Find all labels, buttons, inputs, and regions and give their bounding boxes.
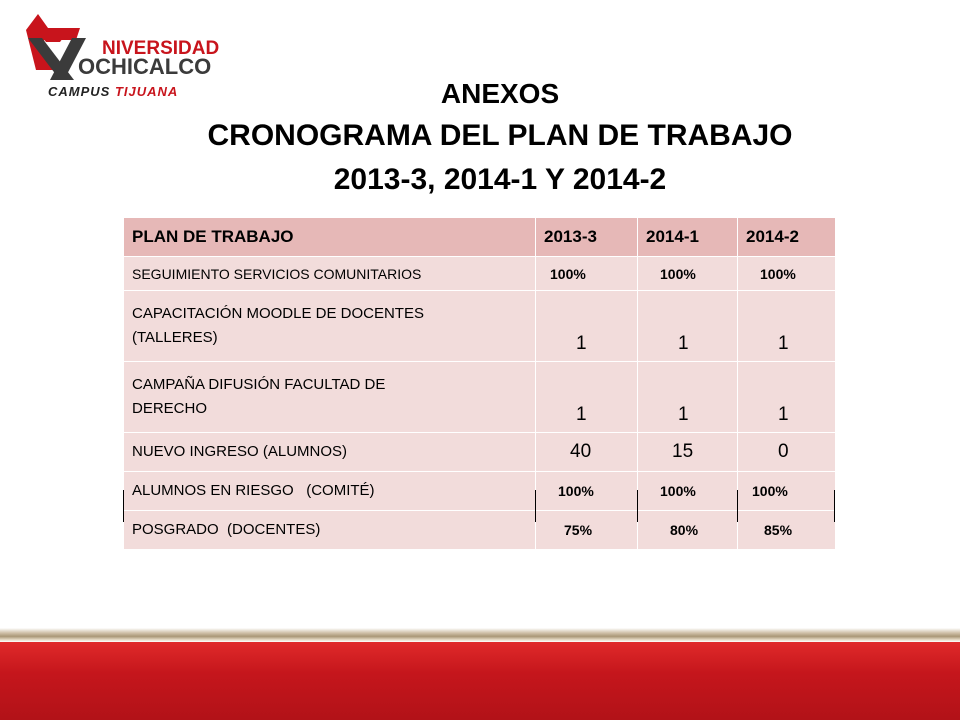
row-label: ALUMNOS EN RIESGO (COMITÉ) <box>124 472 536 511</box>
table-column-rule <box>535 490 536 522</box>
cell-value: 85% <box>738 511 836 550</box>
table-left-rule <box>123 490 124 522</box>
table-column-rule <box>637 490 638 522</box>
table-column-rule <box>737 490 738 522</box>
logo-text-universidad: NIVERSIDAD <box>102 38 220 59</box>
cell-value: 1 <box>536 291 638 362</box>
table-row <box>124 433 836 472</box>
logo-text-xochicalco: OCHICALCO <box>78 54 212 79</box>
slide-title-schedule: CRONOGRAMA DEL PLAN DE TRABAJO <box>207 119 793 152</box>
cell-value: 40 <box>536 433 638 472</box>
cell-value: 1 <box>738 362 836 433</box>
footer-gold-stripe <box>0 628 960 642</box>
cell-value: 1 <box>638 291 738 362</box>
table-row <box>124 257 836 291</box>
row-label: CAMPAÑA DIFUSIÓN FACULTAD DE DERECHO <box>124 362 536 433</box>
table-row <box>124 511 836 550</box>
cell-value: 100% <box>638 257 738 291</box>
cell-value: 1 <box>738 291 836 362</box>
cell-value: 1 <box>536 362 638 433</box>
row-label: SEGUIMIENTO SERVICIOS COMUNITARIOS <box>124 257 536 291</box>
logo-campus-word: CAMPUS <box>48 84 111 99</box>
row-label: POSGRADO (DOCENTES) <box>124 511 536 550</box>
cell-value: 0 <box>738 433 836 472</box>
cell-value: 1 <box>638 362 738 433</box>
header-2013-3: 2013-3 <box>536 218 638 257</box>
cell-value: 75% <box>536 511 638 550</box>
row-label: NUEVO INGRESO (ALUMNOS) <box>124 433 536 472</box>
row-label: CAPACITACIÓN MOODLE DE DOCENTES (TALLERES) <box>124 291 536 362</box>
cell-value: 100% <box>536 472 638 511</box>
header-2014-1: 2014-1 <box>638 218 738 257</box>
cell-value: 100% <box>638 472 738 511</box>
work-plan-table <box>123 217 836 550</box>
cell-value: 15 <box>638 433 738 472</box>
header-2014-2: 2014-2 <box>738 218 836 257</box>
cell-value: 80% <box>638 511 738 550</box>
table-right-rule <box>834 490 835 522</box>
header-plan: PLAN DE TRABAJO <box>124 218 536 257</box>
slide-title-periods: 2013-3, 2014-1 Y 2014-2 <box>333 163 667 196</box>
logo-campus-city: TIJUANA <box>114 84 179 99</box>
cell-value: 100% <box>536 257 638 291</box>
slide-title-annex: ANEXOS <box>440 78 560 109</box>
table-row <box>124 362 836 433</box>
table-row <box>124 291 836 362</box>
table-row <box>124 472 836 511</box>
cell-value: 100% <box>738 257 836 291</box>
footer-red-band <box>0 642 960 720</box>
cell-value: 100% <box>738 472 836 511</box>
table-header-row <box>124 218 836 257</box>
